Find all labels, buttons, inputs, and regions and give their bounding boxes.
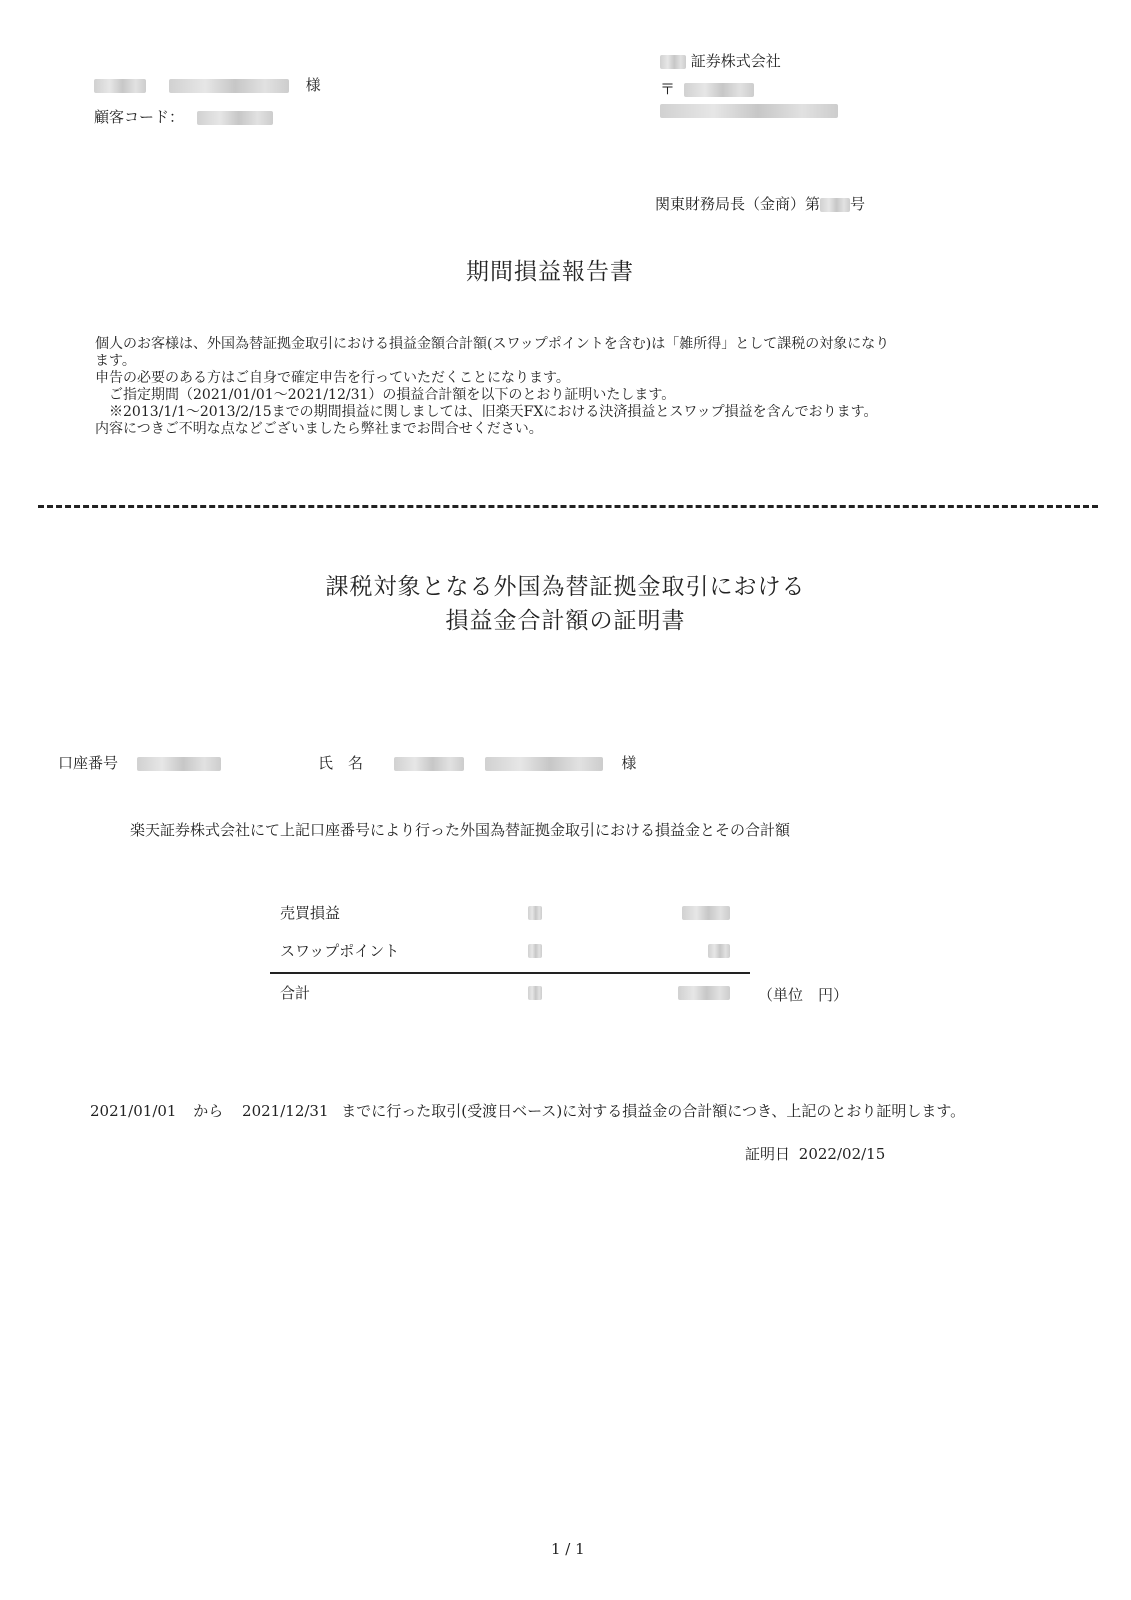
holder-name-redacted (394, 757, 464, 771)
swap-points-amount-redacted (708, 944, 730, 958)
table-row (270, 936, 750, 974)
trading-pl-amount-redacted (682, 906, 730, 920)
registration-line (655, 193, 865, 214)
certification-date-label: 証明日 (745, 1145, 791, 1163)
recipient-suffix: 様 (305, 76, 321, 94)
certification-date-line (745, 1143, 885, 1164)
notice-line: ご指定期間（2021/01/01～2021/12/31）の損益合計額を以下のとおり証明いたします。 (95, 387, 676, 403)
postal-code-redacted (684, 83, 754, 97)
company-name-line (660, 50, 781, 71)
company-name-redacted (660, 55, 686, 69)
page-number: 1 / 1 (551, 1540, 585, 1558)
company-postal-line (660, 78, 754, 99)
registration-suffix: 号 (850, 195, 866, 213)
company-name: 証券株式会社 (690, 52, 781, 70)
holder-name-suffix: 様 (621, 754, 637, 772)
from-word: から (193, 1102, 224, 1120)
pl-table (270, 898, 750, 1016)
recipient-name-redacted-2 (169, 79, 289, 93)
recipient-name-redacted (94, 79, 146, 93)
notice-line: 申告の必要のある方はご自身で確定申告を行っていただくことになります。 (95, 370, 570, 386)
notice-line: ます。 (95, 353, 136, 369)
total-amount-redacted (678, 986, 730, 1000)
holder-name-line (318, 752, 636, 773)
registration-text: 関東財務局長（金商）第 (655, 195, 821, 213)
certificate-description: 楽天証券株式会社にて上記口座番号により行った外国為替証拠金取引における損益金とその合計額 (130, 821, 791, 839)
certification-date: 2022/02/15 (798, 1145, 886, 1163)
closing-text: までに行った取引(受渡日ベース)に対する損益金の合計額につき、上記のとおり証明します。 (341, 1102, 966, 1120)
postal-mark: 〒 (660, 80, 676, 98)
total-rule (270, 972, 750, 974)
certificate-title (0, 570, 1131, 638)
customer-code-line (94, 106, 273, 127)
customer-code-redacted (197, 111, 273, 125)
company-address-redacted (660, 104, 838, 118)
notice-line: ※2013/1/1～2013/2/15までの期間損益に関しましては、旧楽天FXにおける決済損益とスワップ損益を含んでおります。 (95, 404, 878, 420)
recipient-name-line (94, 74, 321, 95)
table-row (270, 898, 750, 936)
period-to-date: 2021/12/31 (242, 1102, 329, 1120)
report-notice (95, 336, 889, 438)
account-number-redacted (137, 757, 221, 771)
table-row (270, 978, 750, 1016)
registration-number-redacted (820, 198, 850, 212)
account-line (58, 752, 221, 773)
certificate-title-line2: 損益金合計額の証明書 (445, 608, 686, 634)
account-number-label: 口座番号 (58, 754, 119, 772)
customer-code-label: 顧客コード： (94, 108, 185, 126)
row-label-total: 合計 (280, 984, 311, 1002)
row-label-swap-points: スワップポイント (280, 942, 400, 960)
cut-line-divider (38, 505, 1098, 508)
currency-redacted (528, 906, 542, 920)
currency-redacted (528, 986, 542, 1000)
row-label-trading-pl: 売買損益 (280, 904, 341, 922)
notice-line: 個人のお客様は、外国為替証拠金取引における損益金額合計額(スワップポイントを含む)は「雑所得」として課税の対象になり (95, 336, 890, 352)
currency-redacted (528, 944, 542, 958)
holder-name-redacted-2 (485, 757, 603, 771)
closing-statement (90, 1100, 965, 1121)
notice-line: 内容につきご不明な点などございましたら弊社までお問合せください。 (95, 421, 543, 437)
report-title: 期間損益報告書 (466, 259, 634, 285)
period-from-date: 2021/01/01 (90, 1102, 177, 1120)
company-address-line (660, 101, 838, 119)
certificate-title-line1: 課税対象となる外国為替証拠金取引における (325, 574, 806, 600)
holder-name-label: 氏 名 (318, 754, 364, 772)
unit-label: （単位 円） (758, 986, 849, 1004)
